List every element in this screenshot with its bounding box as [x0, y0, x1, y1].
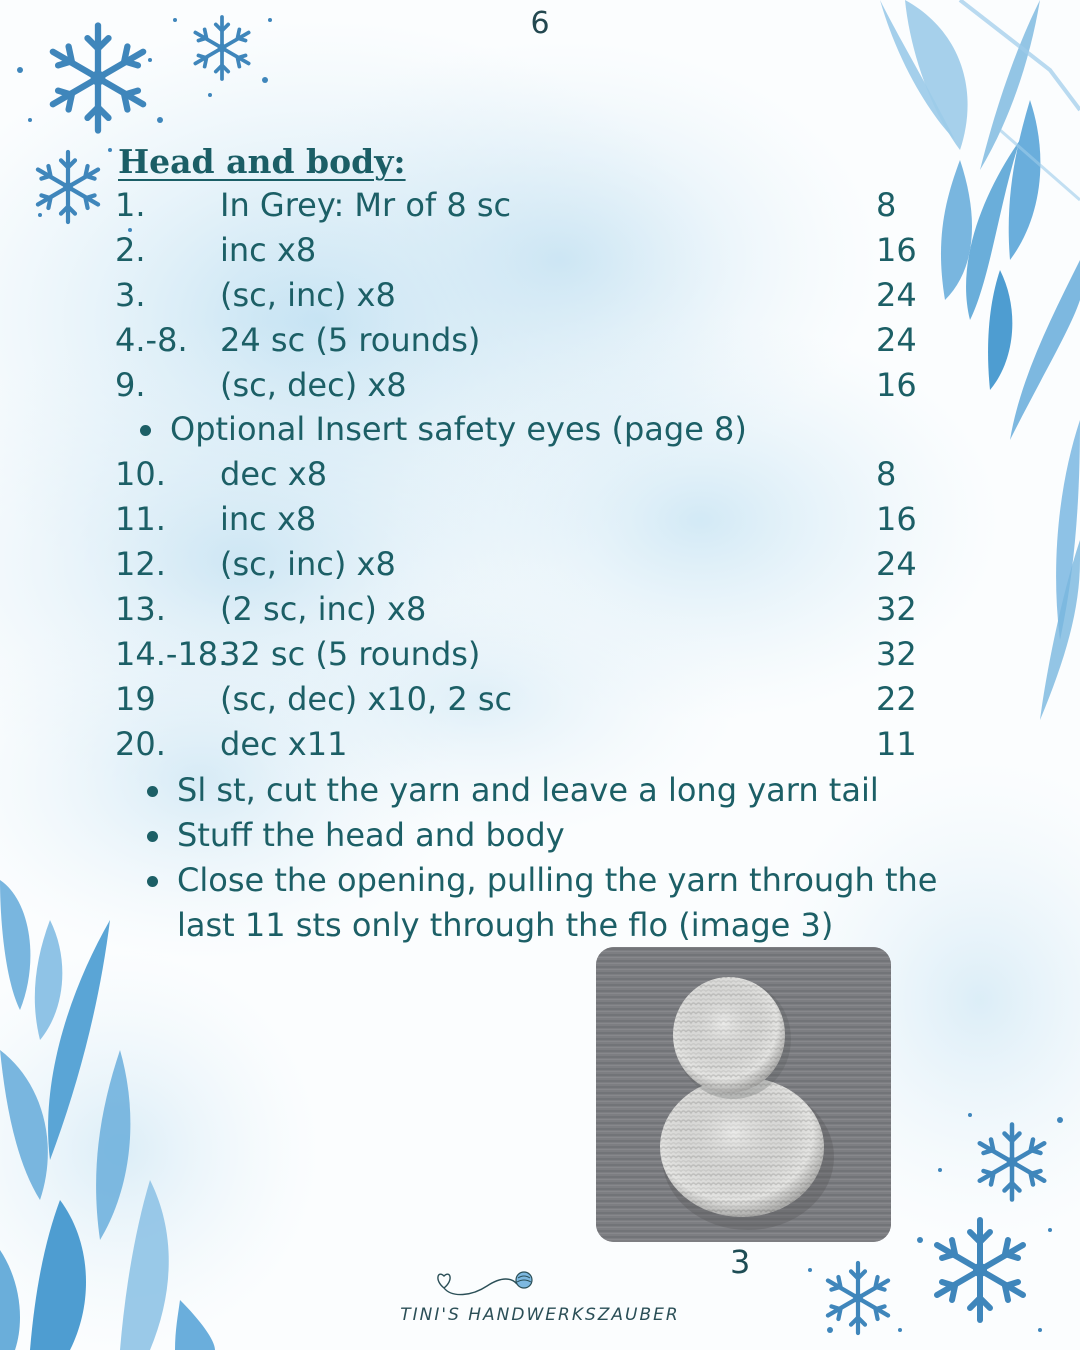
- bullet-dot: [147, 876, 158, 887]
- stitch-count: 24: [876, 321, 917, 359]
- round-number: 10.: [115, 455, 166, 493]
- round-number: 13.: [115, 590, 166, 628]
- round-instruction: (sc, dec) x10, 2 sc: [220, 680, 513, 718]
- round-instruction: In Grey: Mr of 8 sc: [220, 186, 512, 224]
- brand-name: TINI'S HANDWERKSZAUBER: [400, 1305, 680, 1325]
- finishing-step: Sl st, cut the yarn and leave a long yarn tail: [177, 771, 879, 809]
- stitch-count: 11: [876, 725, 917, 763]
- stitch-count: 24: [876, 545, 917, 583]
- note-safety-eyes: Optional Insert safety eyes (page 8): [170, 410, 747, 448]
- pattern-row: [0, 321, 1080, 366]
- round-number: 14.-18.: [115, 635, 229, 673]
- round-instruction: 32 sc (5 rounds): [220, 635, 481, 673]
- round-instruction: (sc, inc) x8: [220, 545, 396, 583]
- round-instruction: dec x11: [220, 725, 348, 763]
- round-number: 3.: [115, 276, 146, 314]
- stitch-count: 8: [876, 455, 897, 493]
- round-instruction: dec x8: [220, 455, 328, 493]
- round-number: 11.: [115, 500, 166, 538]
- stitch-count: 32: [876, 635, 917, 673]
- round-number: 12.: [115, 545, 166, 583]
- pattern-row: [0, 545, 1080, 590]
- pattern-row: [0, 366, 1080, 411]
- stitch-count: 24: [876, 276, 917, 314]
- bullet-dot: [147, 831, 158, 842]
- bullet-dot: [140, 425, 151, 436]
- stitch-count: 22: [876, 680, 917, 718]
- stitch-count: 32: [876, 590, 917, 628]
- finishing-step-continued: last 11 sts only through the flo (image 3): [177, 906, 834, 944]
- bullet-dot: [147, 786, 158, 797]
- round-instruction: (2 sc, inc) x8: [220, 590, 427, 628]
- pattern-row: [0, 455, 1080, 500]
- crochet-photo: [596, 947, 891, 1242]
- stitch-count: 16: [876, 231, 917, 269]
- pattern-row: [0, 635, 1080, 680]
- round-number: 2.: [115, 231, 146, 269]
- stitch-count: 16: [876, 366, 917, 404]
- pattern-row: [0, 590, 1080, 635]
- stitch-count: 8: [876, 186, 897, 224]
- page-number: 6: [530, 6, 550, 41]
- finishing-step: Close the opening, pulling the yarn through the: [177, 861, 938, 899]
- pattern-row: [0, 231, 1080, 276]
- pattern-row: [0, 725, 1080, 770]
- section-title: Head and body:: [118, 142, 406, 181]
- pattern-row: [0, 276, 1080, 321]
- pattern-row: [0, 500, 1080, 545]
- round-number: 20.: [115, 725, 166, 763]
- round-number: 19: [115, 680, 156, 718]
- finishing-step: Stuff the head and body: [177, 816, 565, 854]
- image-caption: 3: [730, 1243, 751, 1281]
- pattern-row: [0, 186, 1080, 231]
- round-instruction: 24 sc (5 rounds): [220, 321, 481, 359]
- round-number: 4.-8.: [115, 321, 188, 359]
- round-instruction: inc x8: [220, 231, 317, 269]
- yarn-logo-icon: [432, 1266, 542, 1302]
- round-instruction: (sc, dec) x8: [220, 366, 407, 404]
- round-instruction: inc x8: [220, 500, 317, 538]
- round-number: 1.: [115, 186, 146, 224]
- pattern-row: [0, 680, 1080, 725]
- round-number: 9.: [115, 366, 146, 404]
- round-instruction: (sc, inc) x8: [220, 276, 396, 314]
- stitch-count: 16: [876, 500, 917, 538]
